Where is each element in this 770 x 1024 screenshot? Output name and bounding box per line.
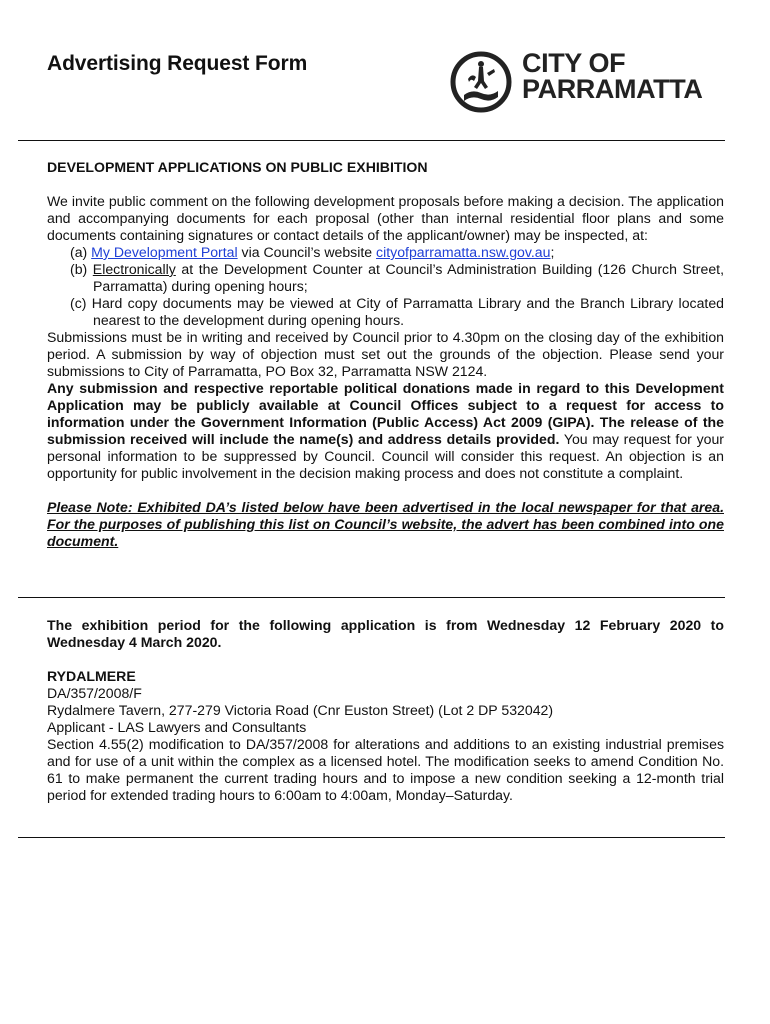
electronically-text: Electronically: [92, 261, 176, 277]
council-logo: [450, 50, 725, 114]
applicant: Applicant - LAS Lawyers and Consultants: [47, 719, 307, 735]
exhibition-section: [47, 617, 724, 804]
privacy-paragraph: [47, 380, 724, 482]
option-text: ;: [550, 244, 555, 260]
logo-line-2: PARRAMATTA: [522, 74, 703, 104]
submissions-paragraph: Submissions must be in writing and received by Council prior to 4.30pm on the closing day of the exhibition period. A submission by way of objection must set out the grounds of the objection. Please send your submissions to City of Parramatta, PO Box 32, Parramatta NSW 2124.: [47, 329, 724, 379]
intro-paragraph: We invite public comment on the following development proposals before making a decision. The application and accompanying documents for each proposal (other than internal residential floor plans and some documents containing signatures or contact details of the applicant/owner) may be inspected, at:: [47, 193, 724, 243]
inspection-options-list: [47, 244, 724, 329]
da-number: DA/357/2008/F: [47, 685, 142, 701]
option-marker: (b): [70, 261, 88, 277]
logo-line-1: CITY OF: [522, 48, 626, 78]
intro-section: [47, 159, 724, 550]
property-address: Rydalmere Tavern, 277-279 Victoria Road (Cnr Euston Street) (Lot 2 DP 532042): [47, 702, 554, 718]
suburb-heading: RYDALMERE: [47, 668, 136, 684]
option-item-c: [47, 295, 724, 329]
page-title: Advertising Request Form: [47, 52, 308, 75]
gipa-notice: Any submission and respective reportable political donations made in regard to this Development Application may be publicly available at Council Offices subject to a request for access to information under the Government Information (Public Access) Act 2009 (GIPA). The release of the submission received will include the name(s) and address details provided.: [47, 380, 724, 447]
divider: [18, 597, 725, 598]
logo-text: [522, 50, 732, 102]
divider: [18, 140, 725, 141]
privacy-closing: You may request for your personal information to be suppressed by Council. Council will consider this request. An objection is an opportunity for public involvement in the decision making process and does not constitute a complaint.: [47, 431, 724, 481]
option-text: via Council’s website: [237, 244, 377, 260]
option-marker: (a): [70, 244, 88, 260]
exhibition-period: The exhibition period for the following application is from Wednesday 12 February 2020 to Wednesday 4 March 2020.: [47, 617, 724, 650]
option-text: Hard copy documents may be viewed at City of Parramatta Library and the Branch Library located nearest to the development during opening hours.: [91, 295, 725, 328]
parramatta-emblem-icon: [450, 51, 512, 113]
section-heading: DEVELOPMENT APPLICATIONS ON PUBLIC EXHIBITION: [47, 159, 428, 175]
divider: [18, 837, 725, 838]
option-text: at the Development Counter at Council’s Administration Building (126 Church Street, Parramatta) during opening hours;: [93, 261, 724, 294]
application-description: Section 4.55(2) modification to DA/357/2008 for alterations and additions to an existing industrial premises and for use of a unit within the complex as a licensed hotel. The modification seeks to amend Condition No. 61 to make permanent the current trading hours and to impose a new condition seeking a 12-month trial period for extended trading hours to 6:00am to 4:00am, Monday–Saturday.: [47, 736, 724, 803]
option-item-b: [47, 261, 724, 295]
option-marker: (c): [70, 295, 87, 311]
my-development-portal-link[interactable]: My Development Portal: [91, 244, 238, 260]
council-website-link[interactable]: cityofparramatta.nsw.gov.au: [376, 244, 551, 260]
option-item-a: [47, 244, 724, 261]
please-note: Please Note: Exhibited DA’s listed below have been advertised in the local newspaper for that area. For the purposes of publishing this list on Council’s website, the advert has been combined into one document.: [47, 499, 724, 549]
